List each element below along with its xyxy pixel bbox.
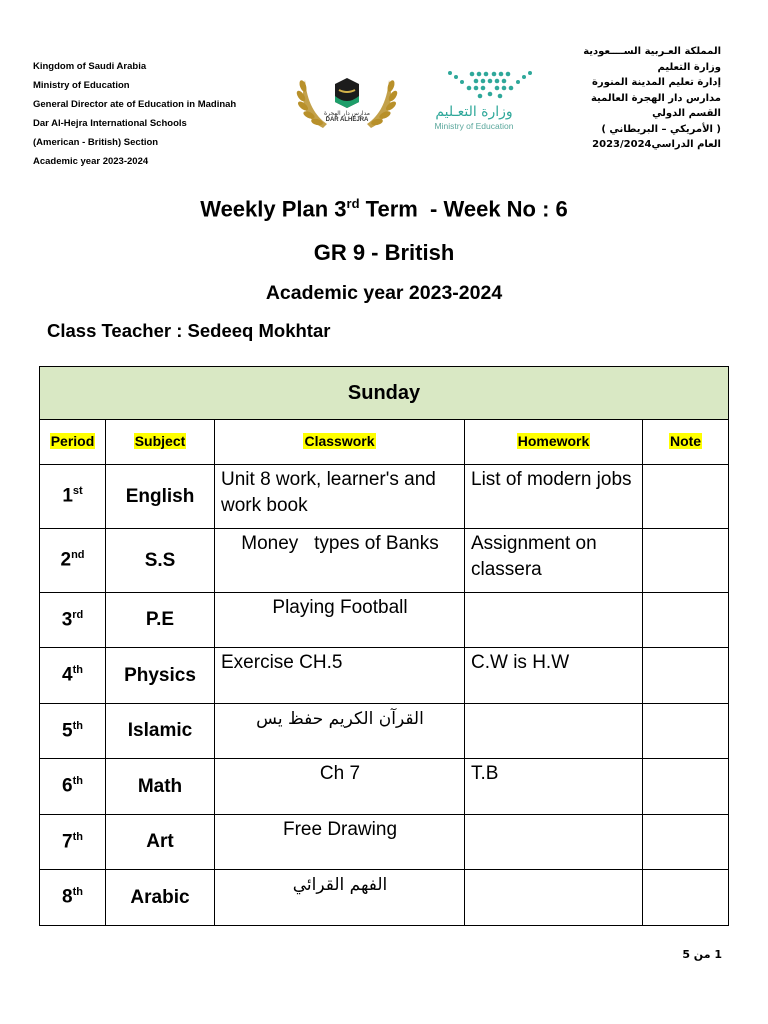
header-right-line: وزارة التعليم <box>657 61 721 73</box>
period-cell: 7th <box>40 815 106 870</box>
period-cell: 3rd <box>40 593 106 648</box>
classwork-cell: الفهم القرائي <box>215 870 465 926</box>
classwork-cell: Money types of Banks <box>215 529 465 593</box>
note-cell <box>643 704 729 759</box>
header-right-line: المملكة العـربية الســــعودية <box>583 46 721 57</box>
homework-cell: C.W is H.W <box>465 648 643 704</box>
header-left-line: General Director ate of Education in Madinah <box>33 99 237 110</box>
day-label: Sunday <box>40 367 729 420</box>
header-row <box>40 420 729 465</box>
subject-cell: Islamic <box>106 704 215 759</box>
header-left-line: (American - British) Section <box>33 137 159 148</box>
classwork-cell: Unit 8 work, learner's and work book <box>215 465 465 529</box>
header-right-line: القسم الدولي <box>652 108 721 119</box>
period-cell: 5th <box>40 704 106 759</box>
day-row <box>40 367 729 420</box>
header-right-line: ( الأمريكي – البريطاني ) <box>601 123 721 135</box>
period-cell: 8th <box>40 870 106 926</box>
homework-cell <box>465 870 643 926</box>
subject-cell: Arabic <box>106 870 215 926</box>
header-right-line: العام الدراسي2023/2024 <box>592 139 721 150</box>
table-row <box>40 465 729 529</box>
homework-cell <box>465 593 643 648</box>
note-cell <box>643 593 729 648</box>
header-period: Period <box>40 420 106 465</box>
page-number: 1 من 5 <box>682 948 722 961</box>
period-cell: 4th <box>40 648 106 704</box>
year-title: Academic year 2023-2024 <box>265 282 503 304</box>
period-cell: 6th <box>40 759 106 815</box>
header-left-line: Ministry of Education <box>33 80 130 91</box>
class-teacher: Class Teacher : Sedeeq Mokhtar <box>47 320 331 341</box>
header-left-block <box>33 57 236 171</box>
page-title: Weekly Plan 3rd Term - Week No : 6 <box>200 196 568 222</box>
school-logo-text: مدارس دار الهجرة DAR ALHEJRA <box>324 110 370 123</box>
header-left-line: Academic year 2023-2024 <box>33 156 149 167</box>
period-cell: 2nd <box>40 529 106 593</box>
table-row <box>40 759 729 815</box>
header-left-line: Dar Al-Hejra International Schools <box>33 118 187 129</box>
header-left-line: Kingdom of Saudi Arabia <box>33 61 147 72</box>
subject-cell: English <box>106 465 215 529</box>
subject-cell: S.S <box>106 529 215 593</box>
subject-cell: P.E <box>106 593 215 648</box>
classwork-cell: Exercise CH.5 <box>215 648 465 704</box>
header-right-line: مدارس دار الهجرة العالمية <box>590 92 721 104</box>
note-cell <box>643 815 729 870</box>
header-right-block <box>583 44 721 153</box>
table-row <box>40 870 729 926</box>
table-row <box>40 704 729 759</box>
classwork-cell: Ch 7 <box>215 759 465 815</box>
subject-cell: Math <box>106 759 215 815</box>
homework-cell <box>465 815 643 870</box>
table-row <box>40 529 729 593</box>
classwork-cell: Playing Football <box>215 593 465 648</box>
subject-cell: Physics <box>106 648 215 704</box>
homework-cell: List of modern jobs <box>465 465 643 529</box>
grade-title: GR 9 - British <box>313 240 455 265</box>
header-note: Note <box>643 420 729 465</box>
subject-cell: Art <box>106 815 215 870</box>
ministry-logo-text: وزارة التعـليم Ministry of Education <box>434 104 514 131</box>
header-right-line: إدارة تعليم المدينة المنورة <box>592 77 721 88</box>
note-cell <box>643 870 729 926</box>
note-cell <box>643 648 729 704</box>
table-row <box>40 593 729 648</box>
homework-cell <box>465 704 643 759</box>
classwork-cell: Free Drawing <box>215 815 465 870</box>
header-classwork: Classwork <box>215 420 465 465</box>
homework-cell: T.B <box>465 759 643 815</box>
period-cell: 1st <box>40 465 106 529</box>
header-homework: Homework <box>465 420 643 465</box>
note-cell <box>643 465 729 529</box>
note-cell <box>643 759 729 815</box>
header-subject: Subject <box>106 420 215 465</box>
note-cell <box>643 529 729 593</box>
classwork-cell: القرآن الكريم حفظ يس <box>215 704 465 759</box>
weekly-plan-table <box>39 366 729 926</box>
homework-cell: Assignment on classera <box>465 529 643 593</box>
table-row <box>40 815 729 870</box>
table-row <box>40 648 729 704</box>
